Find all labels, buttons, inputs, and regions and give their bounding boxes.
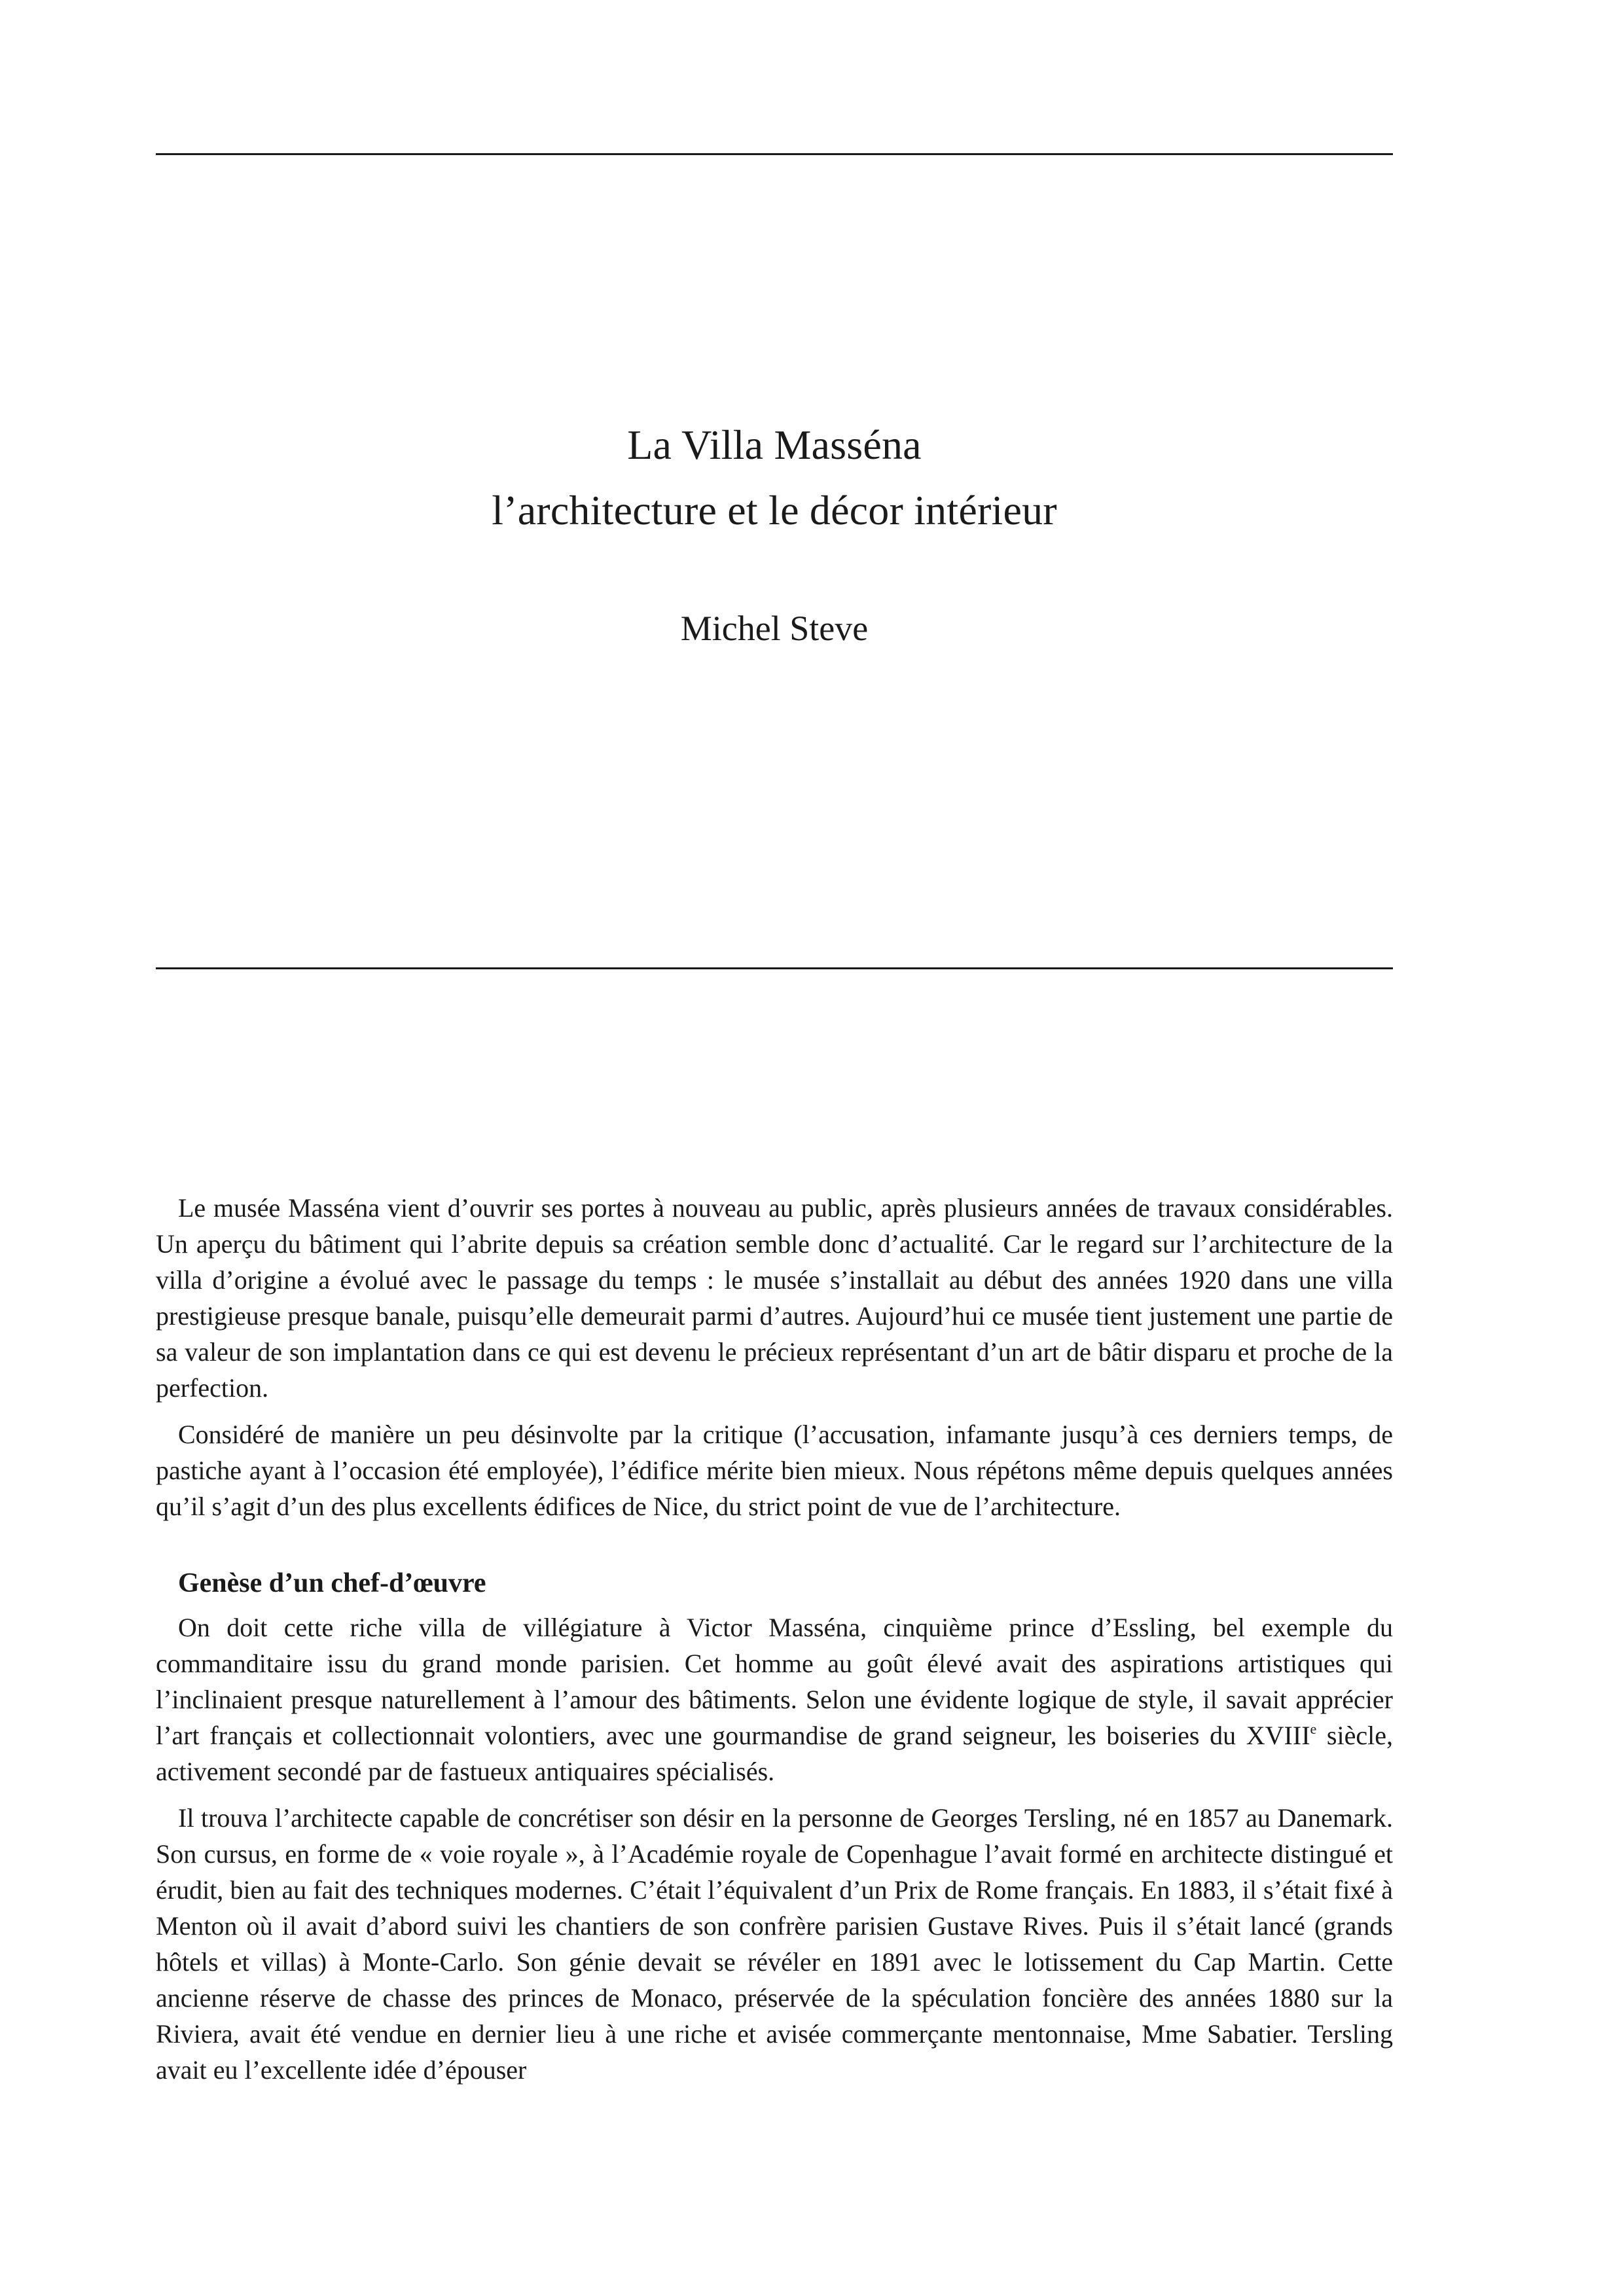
century-superscript: e: [1310, 1721, 1317, 1737]
section-heading: Genèse d’un chef-d’œuvre: [178, 1568, 486, 1598]
intro-paragraph-2: Considéré de manière un peu désinvolte par la critique (l’accusation, infamante jusqu’à ces derniers temps, de pastiche ayant à l’occasion été employée), l’édifice mérite bien mieux. Nous répétons même depuis quelques années qu’il s’agit d’un des plus excellents édifices de Nice, du strict point de vue de l’architecture.: [156, 1420, 1393, 1521]
article-title: [156, 412, 1393, 543]
section-paragraph-1: [156, 1609, 1393, 1789]
section-paragraph-2: Il trouva l’architecte capable de concrétiser son désir en la personne de Georges Tersling, né en 1857 au Danemark. Son cursus, en forme de « voie royale », à l’Académie royale de Copenhague l’avait formé en architecte distingué et érudit, bien au fait des techniques modernes. C’était l’équivalent d’un Prix de Rome français. En 1883, il s’était fixé à Menton où il avait d’abord suivi les chantiers de son confrère parisien Gustave Rives. Puis il s’était lancé (grands hôtels et villas) à Monte-Carlo. Son génie devait se révéler en 1891 avec le lotissement du Cap Martin. Cette ancienne réserve de chasse des princes de Monaco, préservée de la spéculation foncière des années 1880 sur la Riviera, avait été vendue en dernier lieu à une riche et avisée commerçante mentonnaise, Mme Sabatier. Tersling avait eu l’excellente idée d’épouser: [156, 1803, 1393, 2085]
author-name: Michel Steve: [680, 609, 869, 648]
top-rule: [156, 153, 1393, 155]
intro-paragraph-1: Le musée Masséna vient d’ouvrir ses portes à nouveau au public, après plusieurs années de travaux considérables. Un aperçu du bâtiment qui l’abrite depuis sa création semble donc d’actualité. Car le regard sur l’architecture de la villa d’origine a évolué avec le passage du temps : le musée s’installait au début des années 1920 dans une villa prestigieuse presque banale, puisqu’elle demeurait parmi d’autres. Aujourd’hui ce musée tient justement une partie de sa valeur de son implantation dans ce qui est devenu le précieux représentant d’un art de bâtir disparu et proche de la perfection.: [156, 1193, 1393, 1403]
article-body: [156, 1190, 1393, 2098]
bottom-rule: [156, 967, 1393, 969]
title-line-1: La Villa Masséna: [627, 422, 922, 468]
section-paragraph-1-text-end: siècle, activement secondé par de fastueux antiquaires spécialisés.: [156, 1721, 1393, 1786]
section-paragraph-1-text: On doit cette riche villa de villégiature à Victor Masséna, cinquième prince d’Essling, bel exemple du commanditaire issu du grand monde parisien. Cet homme au goût élevé avait des aspirations artistiques qui l’inclinaient presque naturellement à l’amour des bâtiments. Selon une évidente logique de style, il savait apprécier l’art français et collectionnait volontiers, avec une gourmandise de grand seigneur, les boiseries du XVIII: [156, 1613, 1393, 1750]
title-line-2: l’architecture et le décor intérieur: [492, 487, 1057, 533]
